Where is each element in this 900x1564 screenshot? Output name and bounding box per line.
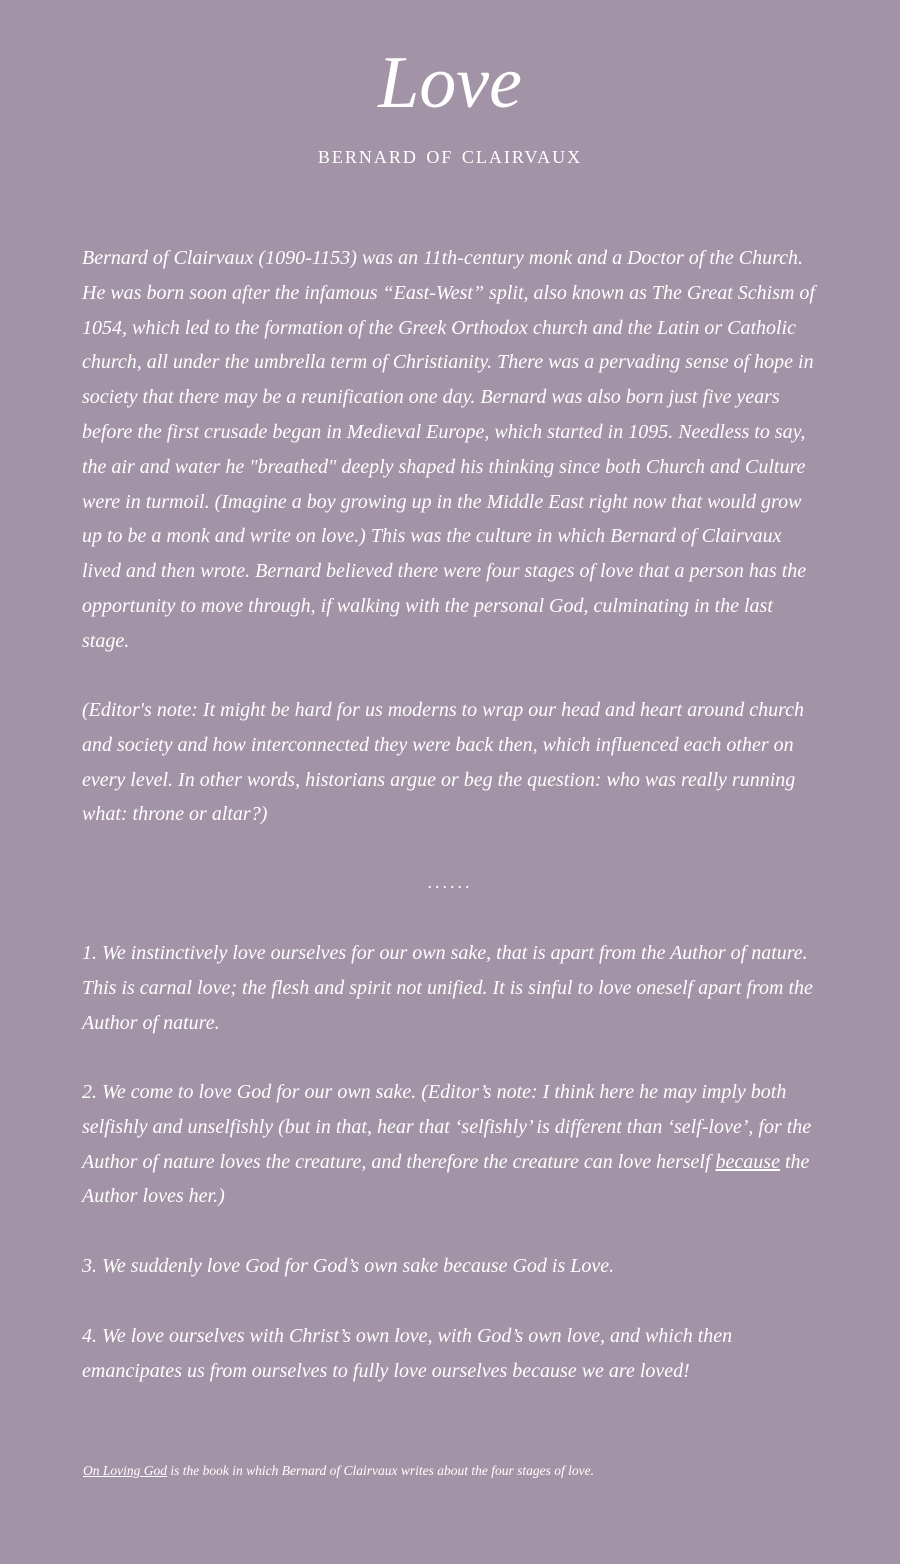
editor-note-paragraph: (Editor's note: It might be hard for us moderns to wrap our head and heart around church and society and how interconnected they were back then, which influenced each other on every level. In other words, historians argue or beg the question: who was really running what: throne or altar?) bbox=[82, 699, 805, 826]
stage-2-emphasis: because bbox=[715, 1150, 780, 1173]
section-separator: ...... bbox=[427, 872, 473, 892]
author-name: bernard of clairvaux bbox=[317, 140, 583, 169]
footnote-text: is the book in which Bernard of Clairvaux writes about the four stages of love. bbox=[167, 1463, 594, 1478]
stage-4-paragraph: 4. We love ourselves with Christ’s own love, with God’s own love, and which then emancipates us from ourselves to fully love ourselves because we are loved! bbox=[82, 1325, 733, 1382]
stage-2-text-start: 2. We come to love God for our own sake. (Editor’s note: I think here he may imply both selfishly and unselfishly (but in that, hear that ‘selfishly’ is different than ‘self-love’, for the Author of nature loves the creature, and therefore the creature can love herself bbox=[82, 1081, 812, 1173]
intro-paragraph: Bernard of Clairvaux (1090-1153) was an 11th-century monk and a Doctor of the Church. He was born soon after the infamous “East-West” split, also known as The Great Schism of 1054, which led to the formation of the Greek Orthodox church and the Latin or Catholic church, all under the umbrella term of Christianity. There was a pervading sense of hope in society that there may be a reunification one day. Bernard was also born just five years before the first crusade began in Medieval Europe, which started in 1095. Needless to say, the air and water he "breathed" deeply shaped his thinking since both Church and Culture were in turmoil. (Imagine a boy growing up in the Middle East right now that would grow up to be a monk and write on love.) This was the culture in which Bernard of Clairvaux lived and then wrote. Bernard believed there were four stages of love that a person has the opportunity to move through, if walking with the personal God, culminating in the last stage. bbox=[82, 247, 815, 652]
stage-2-text-end: the Author loves her.) bbox=[82, 1150, 810, 1208]
stage-3-paragraph: 3. We suddenly love God for God’s own sake because God is Love. bbox=[82, 1255, 615, 1277]
book-title-link[interactable]: On Loving God bbox=[83, 1463, 167, 1478]
stage-1-paragraph: 1. We instinctively love ourselves for our own sake, that is apart from the Author of nature. This is carnal love; the flesh and spirit not unified. It is sinful to love oneself apart from the Author of nature. bbox=[82, 942, 813, 1034]
page-title: Love bbox=[378, 42, 522, 124]
footnote bbox=[83, 1460, 823, 1482]
stage-2-paragraph bbox=[82, 1075, 822, 1214]
